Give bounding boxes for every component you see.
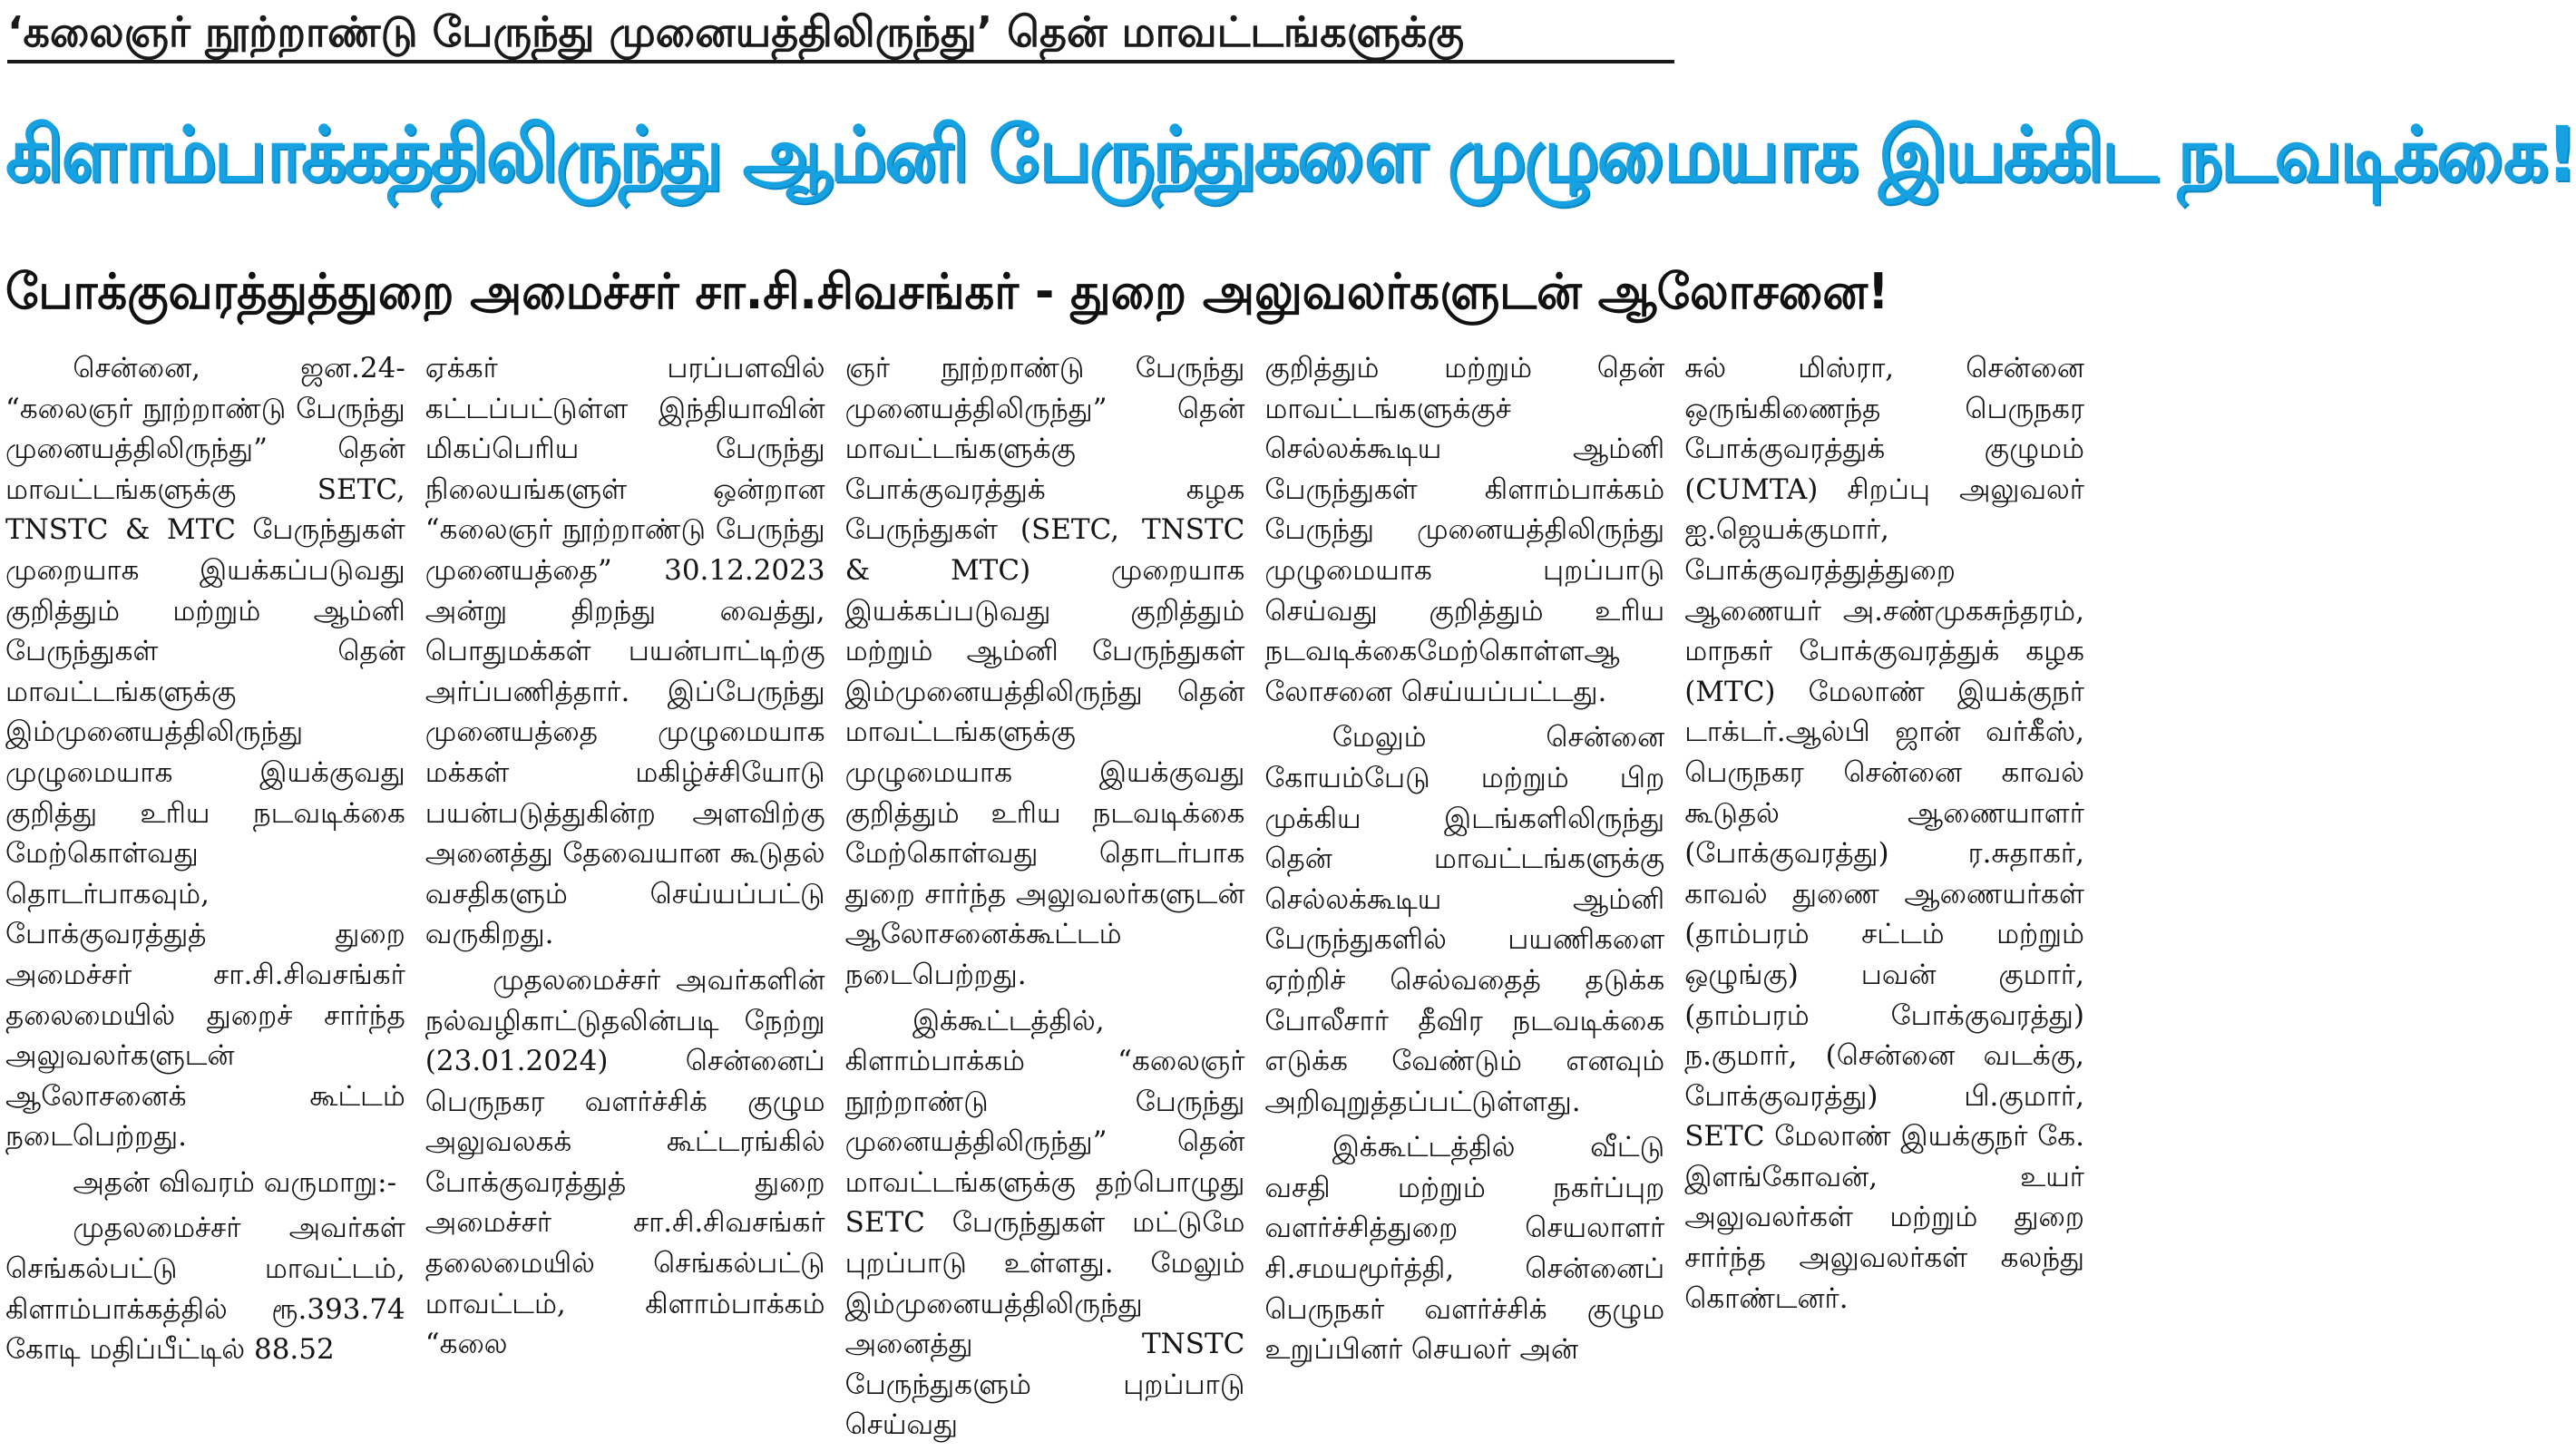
article-column-1 xyxy=(5,348,405,1451)
article-paragraph: மேலும் சென்னை கோயம்பேடு மற்றும் பிற முக்கிய இடங்களிலிருந்து தென் மாவட்டங்களுக்கு செல்லக்கூடிய ஆம்னி பேருந்துகளில் பயணிகளை ஏற்றிச் செல்வதைத் தடுக்க போலீசார் தீவிர நடவடிக்கை எடுக்க வேண்டும் எனவும் அறிவுறுத்தப்பட்டுள்ளது. xyxy=(1264,721,1665,1118)
article-paragraph: முதலமைச்சர் அவர்களின் நல்வழிகாட்டுதலின்படி நேற்று (23.01.2024) சென்னைப் பெருநகர வளர்ச்சிக் குழும அலுவலகக் கூட்டரங்கில் போக்குவரத்துத் துறை அமைச்சர் சா.சி.சிவசங்கர் தலைமையில் செங்கல்பட்டு மாவட்டம், கிளாம்பாக்கம் “கலை xyxy=(424,963,825,1361)
article-paragraph: குறித்தும் மற்றும் தென் மாவட்டங்களுக்குச் செல்லக்கூடிய ஆம்னி பேருந்துகள் கிளாம்பாக்கம் பேருந்து முனையத்திலிருந்து முழுமையாக புறப்பாடு செய்வது குறித்தும் உரிய நடவடிக்கைமேற்கொள்ளஆலோசனை செய்யப்பட்டது. xyxy=(1264,352,1665,708)
headline: கிளாம்பாக்கத்திலிருந்து ஆம்னி பேருந்துகளை முழுமையாக இயக்கிட நடவடிக்கை! xyxy=(5,110,2576,199)
article-paragraph: சென்னை, ஜன.24- “கலைஞர் நூற்றாண்டு பேருந்து முனையத்திலிருந்து” தென் மாவட்டங்களுக்கு SETC, TNSTC & MTC பேருந்துகள் முறையாக இயக்கப்படுவது குறித்தும் மற்றும் ஆம்னி பேருந்துகள் தென் மாவட்டங்களுக்கு இம்முனையத்திலிருந்து முழுமையாக இயக்குவது குறித்து உரிய நடவடிக்கை மேற்கொள்வது தொடர்பாகவும், போக்குவரத்துத் துறை அமைச்சர் சா.சி.சிவசங்கர் தலைமையில் துறைச் சார்ந்த அலுவலர்களுடன் ஆலோசனைக் கூட்டம் நடைபெற்றது. xyxy=(5,352,405,1154)
article-paragraph: இக்கூட்டத்தில் வீட்டு வசதி மற்றும் நகர்ப்புற வளர்ச்சித்துறை செயலாளர் சி.சமயமூர்த்தி, சென்னைப் பெருநகர் வளர்ச்சிக் குழும உறுப்பினர் செயலர் அன் xyxy=(1264,1131,1665,1367)
article-paragraph: ஞர் நூற்றாண்டு பேருந்து முனையத்திலிருந்து” தென் மாவட்டங்களுக்கு போக்குவரத்துக் கழக பேருந்துகள் (SETC, TNSTC & MTC) முறையாக இயக்கப்படுவது குறித்தும் மற்றும் ஆம்னி பேருந்துகள் இம்முனையத்திலிருந்து தென் மாவட்டங்களுக்கு முழுமையாக இயக்குவது குறித்தும் உரிய நடவடிக்கை மேற்கொள்வது தொடர்பாக துறை சார்ந்த அலுவலர்களுடன் ஆலோசனைக்கூட்டம் நடைபெற்றது. xyxy=(844,352,1245,991)
article-column-3 xyxy=(845,348,1245,1451)
article-body xyxy=(5,348,2084,1442)
article-paragraph: இக்கூட்டத்தில், கிளாம்பாக்கம் “கலைஞர் நூற்றாண்டு பேருந்து முனையத்திலிருந்து” தென் மாவட்டங்களுக்கு தற்பொழுது SETC பேருந்துகள் மட்டுமே புறப்பாடு உள்ளது. மேலும் இம்முனையத்திலிருந்து அனைத்து TNSTC பேருந்துகளும் புறப்பாடு செய்வது xyxy=(844,1004,1245,1442)
article-column-4 xyxy=(1264,348,1664,1451)
article-paragraph: ஏக்கர் பரப்பளவில் கட்டப்பட்டுள்ள இந்தியாவின் மிகப்பெரிய பேருந்து நிலையங்களுள் ஒன்றான “கலைஞர் நூற்றாண்டு பேருந்து முனையத்தை” 30.12.2023 அன்று திறந்து வைத்து, பொதுமக்கள் பயன்பாட்டிற்கு அர்ப்பணித்தார். இப்பேருந்து முனையத்தை முழுமையாக மக்கள் மகிழ்ச்சியோடு பயன்படுத்துகின்ற அளவிற்கு அனைத்து தேவையான கூடுதல் வசதிகளும் செய்யப்பட்டு வருகிறது. xyxy=(424,352,825,951)
article-column-5 xyxy=(1684,348,2084,1451)
kicker-line: ‘கலைஞர் நூற்றாண்டு பேருந்து முனையத்திலிருந்து’ தென் மாவட்டங்களுக்கு xyxy=(7,7,1465,56)
kicker-underline xyxy=(7,60,1674,63)
subheadline: போக்குவரத்துத்துறை அமைச்சர் சா.சி.சிவசங்கர் - துறை அலுவலர்களுடன் ஆலோசனை! xyxy=(5,263,1889,320)
article-paragraph: அதன் விவரம் வருமாறு:- xyxy=(73,1165,397,1199)
article-paragraph: சுல் மிஸ்ரா, சென்னை ஒருங்கிணைந்த பெருநகர போக்குவரத்துக் குழுமம் (CUMTA) சிறப்பு அலுவலர் ஐ.ஜெயக்குமார், போக்குவரத்துத்துறை ஆணையர் அ.சண்முகசுந்தரம், மாநகர் போக்குவரத்துக் கழக (MTC) மேலாண் இயக்குநர் டாக்டர்.ஆல்பி ஜான் வர்கீஸ், பெருநகர சென்னை காவல் கூடுதல் ஆணையாளர் (போக்குவரத்து) ர.சுதாகர், காவல் துணை ஆணையர்கள் (தாம்பரம் சட்டம் மற்றும் ஒழுங்கு) பவன் குமார், (தாம்பரம் போக்குவரத்து) ந.குமார், (சென்னை வடக்கு, போக்குவரத்து) பி.குமார், SETC மேலாண் இயக்குநர் கே. இளங்கோவன், உயர் அலுவலர்கள் மற்றும் துறை சார்ந்த அலுவலர்கள் கலந்து கொண்டனர். xyxy=(1684,352,2084,1315)
article-paragraph: முதலமைச்சர் அவர்கள் செங்கல்பட்டு மாவட்டம், கிளாம்பாக்கத்தில் ரூ.393.74 கோடி மதிப்பீட்டில் 88.52 xyxy=(5,1212,405,1367)
article-column-2 xyxy=(425,348,825,1451)
